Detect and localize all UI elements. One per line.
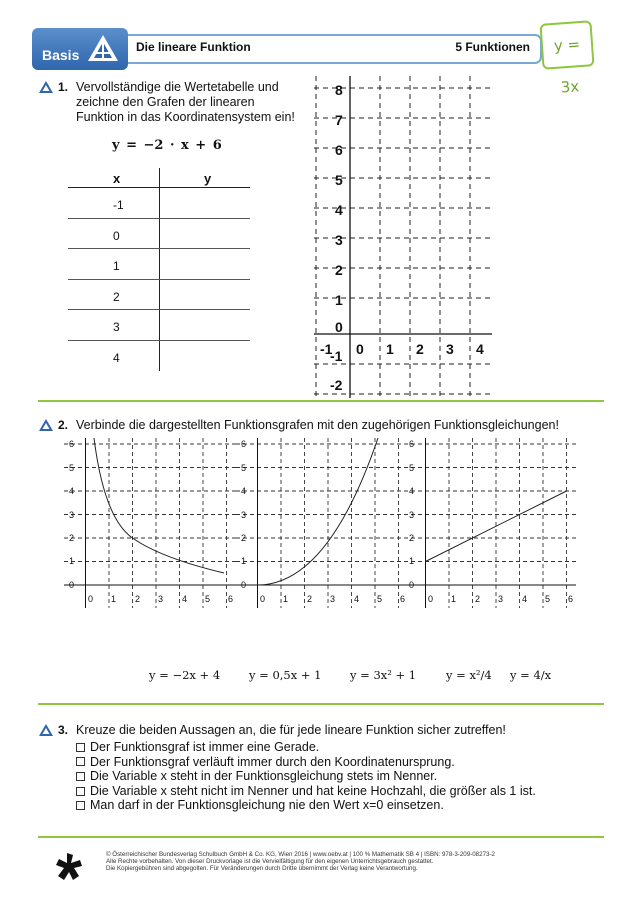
y-tick-label: 8 [335,82,343,98]
x-tick-label: 3 [446,341,454,357]
task3-instruction: Kreuze die beiden Aussagen an, die für jede lineare Funktion sicher zutreffen! [76,723,506,737]
y-tick-label: 1 [335,292,343,308]
y-tick-label: -1 [330,348,343,364]
svg-text:5: 5 [377,594,383,604]
svg-text:3: 3 [158,594,164,604]
statement-text: Der Funktionsgraf verläuft immer durch den Koordinatenursprung. [90,754,455,769]
header-y: y [204,171,212,186]
table-row[interactable] [68,341,250,372]
svg-text:2: 2 [241,533,247,543]
statement-option[interactable] [76,769,536,784]
checkbox[interactable] [76,772,85,781]
svg-text:5: 5 [545,594,551,604]
svg-text:4: 4 [241,486,247,496]
x-value: -1 [113,198,124,212]
svg-text:0: 0 [260,594,266,604]
coordinate-grid[interactable] [312,76,494,398]
y-tick-label: 4 [335,202,343,218]
x-value: 2 [113,289,120,304]
table-row[interactable] [68,188,250,219]
x-tick-label: 2 [416,341,424,357]
svg-text:4: 4 [354,594,360,604]
svg-text:2: 2 [135,594,141,604]
svg-text:5: 5 [409,463,415,473]
equation-option[interactable]: y = x²/4 [446,668,492,682]
task1-line: Vervollständige die Wertetabelle und [76,80,279,94]
x-value: 1 [113,259,120,273]
checkbox[interactable] [76,801,85,810]
function-graphs [56,438,576,610]
x-tick-label: 0 [356,341,364,357]
table-row[interactable] [68,249,250,280]
y-tick-label: 0 [335,319,343,335]
svg-text:3: 3 [330,594,336,604]
svg-text:6: 6 [568,594,574,604]
svg-text:2: 2 [307,594,313,604]
task-triangle-icon [38,80,54,94]
svg-text:2: 2 [409,533,415,543]
y-tick-label: 2 [335,262,343,278]
svg-text:2: 2 [475,594,481,604]
table-row[interactable] [68,280,250,311]
x-tick-label: 4 [476,341,484,357]
section-divider [38,703,604,705]
table-header [68,168,250,188]
svg-text:0: 0 [88,594,94,604]
checkbox[interactable] [76,757,85,766]
statement-option[interactable] [76,755,536,770]
statement-option[interactable] [76,740,536,755]
svg-text:6: 6 [400,594,406,604]
task2-instruction: Verbinde die dargestellten Funktionsgrafen mit den zugehörigen Funktionsgleichungen! [76,418,559,432]
statement-option[interactable] [76,798,536,813]
svg-text:4: 4 [69,486,75,496]
copyright-notice [106,851,495,873]
svg-text:5: 5 [241,463,247,473]
chapter-label: 5 Funktionen [455,40,530,54]
statement-list [76,740,536,813]
graph-panel-3 [404,438,576,608]
svg-text:6: 6 [69,439,75,449]
y-tick-label: 7 [335,112,343,128]
task1-line: Funktion in das Koordinatensystem ein! [76,110,295,124]
svg-text:6: 6 [228,594,234,604]
statement-text: Die Variable x steht nicht im Nenner und hat keine Hochzahl, die größer als 1 ist. [90,783,536,798]
level-badge [32,28,128,70]
equation-option[interactable]: y = 4/x [510,668,552,682]
task1-line: zeichne den Grafen der linearen [76,95,255,109]
page-header [32,28,542,70]
svg-text:1: 1 [111,594,117,604]
svg-text:4: 4 [522,594,528,604]
x-value: 4 [113,350,120,365]
curve-parabola [258,438,379,585]
x-tick-label: -1 [320,341,333,357]
equation-option[interactable]: y = 3x² + 1 [350,668,417,682]
table-row[interactable] [68,310,250,341]
section-divider [38,836,604,838]
svg-text:6: 6 [409,439,415,449]
svg-text:0: 0 [69,580,75,590]
statement-text: Der Funktionsgraf ist immer eine Gerade. [90,740,320,754]
svg-text:1: 1 [69,556,75,566]
y-tick-label: 5 [335,172,343,188]
level-badge-label: Basis [42,47,80,63]
svg-text:0: 0 [241,580,247,590]
svg-text:3: 3 [69,510,75,520]
svg-text:1: 1 [283,594,289,604]
y-tick-label: 3 [335,232,343,248]
section-divider [38,400,604,402]
equation-option[interactable]: y = −2x + 4 [149,668,221,682]
copyright-line: Die Kopiergebühren sind abgegolten. Für Veränderungen durch Dritte übernimmt der Verlag keine Verantwortung. [106,865,418,873]
task1-equation: y = −2 · x + 6 [112,138,222,153]
svg-text:0: 0 [409,580,415,590]
task-triangle-icon [38,418,54,432]
svg-text:4: 4 [409,486,415,496]
task2-number: 2. [58,418,69,432]
triangle-logo-icon [86,33,120,63]
statement-option[interactable] [76,784,536,799]
checkbox[interactable] [76,787,85,796]
x-tick-labels [320,341,484,357]
svg-text:2: 2 [69,533,75,543]
copyright-line: © Österreichischer Bundesverlag Schulbuch GmbH & Co. KG, Wien 2016 | www.oebv.at | 100 % Mathematik SB 4 | ISBN: 978-3-209-08273-2 [106,851,495,858]
svg-text:1: 1 [451,594,457,604]
x-value: 0 [113,228,120,243]
statement-text: Die Variable x steht in der Funktionsgleichung stets im Nenner. [90,769,438,784]
table-row[interactable] [68,219,250,250]
task-triangle-icon [38,723,54,737]
y-tick-label: 6 [335,142,343,158]
svg-text:5: 5 [69,463,75,473]
topic-tag: y = 3x [539,20,594,70]
x-value: 3 [113,320,120,334]
curve-reciprocal [94,438,224,573]
y-tick-label: -2 [330,377,343,393]
copyright-line: Alle Rechte vorbehalten. Von dieser Druckvorlage ist die Vervielfältigung für den eigenen Unterrichtsgebrauch gestattet. [106,858,434,866]
svg-text:5: 5 [205,594,211,604]
equation-option[interactable]: y = 0,5x + 1 [249,668,322,682]
svg-text:3: 3 [241,510,247,520]
checkbox[interactable] [76,743,85,752]
statement-text: Man darf in der Funktionsgleichung nie den Wert x=0 einsetzen. [90,798,444,813]
task1-instruction [76,80,295,125]
task1-number: 1. [58,80,69,94]
svg-text:4: 4 [182,594,188,604]
svg-text:3: 3 [409,510,415,520]
svg-text:1: 1 [409,556,415,566]
value-table [68,168,250,371]
worksheet-title: Die lineare Funktion [136,40,251,54]
svg-text:1: 1 [241,556,247,566]
task3-number: 3. [58,723,69,737]
graph-panel-2 [236,438,408,608]
publisher-logo-icon [55,852,83,882]
header-x: x [113,171,121,186]
svg-text:3: 3 [498,594,504,604]
x-tick-label: 1 [386,341,394,357]
graph-panel-1 [64,438,236,608]
svg-text:6: 6 [241,439,247,449]
svg-text:0: 0 [428,594,434,604]
